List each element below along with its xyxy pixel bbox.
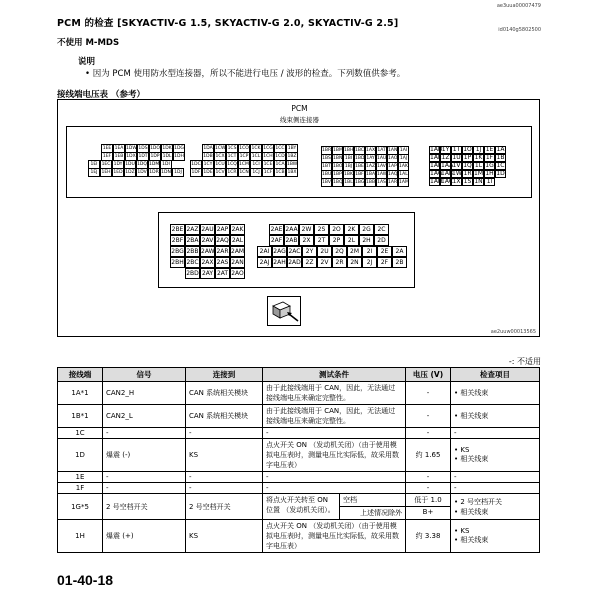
cell-cond: [263, 494, 406, 520]
pin-2av: 2AV: [201, 237, 214, 244]
pin-1cy: 1CY: [203, 162, 213, 167]
cell-conn: -: [186, 428, 263, 439]
pin-1k: 1K: [474, 154, 483, 161]
cell-cond: 由于此接线端用于 CAN，因此，无法通过接线端电压来确定完整性。: [263, 405, 406, 428]
pin-2ay: 2AY: [201, 270, 214, 277]
pin-1e: 1E: [485, 146, 494, 153]
pin-1cq: 1CQ: [227, 162, 237, 167]
pin-1d: 1D: [496, 170, 505, 177]
section-heading: 接线端电压表 （参考）: [57, 90, 145, 100]
pin-2w: 2W: [299, 224, 314, 235]
pin-1ax: 1AX: [366, 148, 376, 153]
pin-2u: 2U: [317, 246, 332, 257]
pin-1bz: 1BZ: [287, 154, 297, 159]
pin-2au: 2AU: [201, 226, 214, 233]
cell-check: -: [451, 428, 540, 439]
cell-term: 1A*1: [58, 382, 103, 405]
pin-2al: 2AL: [231, 237, 244, 244]
col-connected-to: 连接到: [186, 368, 263, 382]
pin-2am: 2AM: [231, 248, 245, 255]
col-test-condition: 测试条件: [263, 368, 406, 382]
page-title: PCM 的检查 [SKYACTIV-G 1.5, SKYACTIV-G 2.0, SKYACTIV-G 2.5]: [57, 18, 399, 29]
pin-1bx: 1BX: [287, 170, 297, 175]
pin-1dy: 1DY: [113, 162, 123, 167]
pin-1dn: 1DN: [161, 170, 171, 175]
pin-2aq: 2AQ: [216, 237, 229, 244]
pin-1cj: 1CJ: [250, 168, 262, 177]
cell-signal: 爆震 (+): [103, 520, 186, 553]
pcm-label: PCM: [291, 104, 308, 113]
pin-2k: 2K: [344, 224, 359, 235]
pin-2f: 2F: [377, 257, 392, 268]
pin-1ar: 1AR: [388, 180, 398, 185]
cell-term: 1G*5: [58, 494, 103, 520]
cell-signal: -: [103, 472, 186, 483]
pin-2ah: 2AH: [273, 259, 286, 266]
cell-cond: -: [263, 483, 406, 494]
pin-1cd: 1CD: [275, 154, 285, 159]
pin-1ba: 1BA: [366, 172, 376, 177]
pin-1dt: 1DT: [138, 154, 148, 159]
pin-2ai: 2AI: [257, 246, 272, 257]
cell-term: 1D: [58, 439, 103, 472]
cell-term: 1H: [58, 520, 103, 553]
pin-1ed: 1ED: [113, 170, 123, 175]
pin-1am: 1AM: [399, 180, 409, 185]
pin-1bo: 1BO: [333, 164, 343, 169]
pin-1n: 1N: [474, 178, 483, 185]
col-inspection-item: 检查项目: [451, 368, 540, 382]
pin-1bh: 1BH: [344, 148, 354, 153]
pin-1s: 1S: [463, 178, 472, 185]
connector-label: 线束侧连接器: [280, 116, 319, 124]
pin-1db: 1DB: [203, 154, 213, 159]
cell-term: 1F: [58, 483, 103, 494]
pin-1ch: 1CH: [263, 154, 273, 159]
pin-1dh: 1DH: [174, 154, 184, 159]
cell-conn: -: [186, 472, 263, 483]
terminal-voltage-table: [57, 367, 540, 553]
pin-2c: 2C: [374, 224, 389, 235]
pin-1be: 1BE: [355, 164, 364, 169]
pin-1bi: 1BI: [344, 156, 353, 161]
pin-1au: 1AU: [377, 156, 387, 161]
pin-2ak: 2AK: [231, 226, 244, 233]
cell-volt: 约 1.65: [406, 439, 451, 472]
pin-1ci: 1CI: [250, 160, 262, 169]
cell-volt: -: [406, 428, 451, 439]
pin-1br: 1BR: [322, 148, 332, 153]
pin-1dk: 1DK: [162, 146, 172, 151]
pin-2l: 2L: [344, 235, 359, 246]
pin-1ej: 1EJ: [88, 168, 100, 177]
cell-signal: 爆震 (-): [103, 439, 186, 472]
pin-1cs: 1CS: [227, 146, 237, 151]
pin-1bw: 1BW: [287, 162, 298, 167]
pin-2j: 2J: [362, 257, 377, 268]
pin-1cu: 1CU: [215, 162, 225, 167]
pin-2p: 2P: [329, 235, 344, 246]
pin-1dq: 1DQ: [137, 162, 147, 167]
pin-1cg: 1CG: [263, 146, 273, 151]
pin-1an: 1AN: [388, 148, 398, 153]
pin-1i: 1I: [484, 178, 495, 186]
pin-1du: 1DU: [125, 162, 135, 167]
cell-signal: CAN2_L: [103, 405, 186, 428]
pin-1al: 1AL: [399, 172, 408, 177]
pin-1ca: 1CA: [275, 162, 285, 167]
table-row: [58, 428, 540, 439]
pin-1eh: 1EH: [101, 170, 111, 175]
pin-1da: 1DA: [203, 146, 213, 151]
table-row: [58, 382, 540, 405]
pin-1cb: 1CB: [275, 170, 285, 175]
cell-check: -: [451, 483, 540, 494]
doc-code-top: ae3uua00007479: [496, 3, 541, 9]
page-subtitle: 不使用 M-MDS: [57, 38, 120, 48]
pin-2af: 2AF: [270, 237, 283, 244]
pin-1dx: 1DX: [126, 154, 136, 159]
cell-conn: -: [186, 483, 263, 494]
pin-1cl: 1CL: [251, 154, 261, 159]
pin-1b: 1B: [496, 154, 505, 161]
cell-check: • 相关线束: [451, 405, 540, 428]
pin-2i: 2I: [362, 246, 377, 257]
pin-1cx: 1CX: [215, 154, 225, 159]
pin-1ao: 1AO: [388, 156, 398, 161]
pin-2aa: 2AA: [285, 226, 298, 233]
cell-signal: CAN2_H: [103, 382, 186, 405]
pin-2ad: 2AD: [288, 259, 301, 266]
cell-check: • KS • 相关线束: [451, 439, 540, 472]
pin-1ak: 1AK: [399, 164, 408, 169]
connector-diagram: [57, 99, 540, 337]
pin-1df: 1DF: [191, 170, 201, 175]
pin-2bh: 2BH: [171, 259, 184, 266]
pin-1bf: 1BF: [355, 172, 364, 177]
pin-1dc: 1DC: [191, 162, 201, 167]
pin-1eb: 1EB: [114, 154, 124, 159]
pin-1bt: 1BT: [322, 164, 331, 169]
cell-cond: 点火开关 ON （发动机关闭）（由于使用模拟电压表时，测量电压比实际低，故采用数字电压表）: [263, 439, 406, 472]
pin-1j: 1J: [473, 146, 484, 154]
pin-2ab: 2AB: [285, 237, 298, 244]
col-terminal: 接线端: [58, 368, 103, 382]
pin-1z: 1Z: [441, 154, 450, 161]
pin-1cp: 1CP: [239, 154, 249, 159]
cell-volt: [406, 494, 451, 520]
cell-term: 1B*1: [58, 405, 103, 428]
pin-1cv: 1CV: [215, 170, 225, 175]
pin-1bj: 1BJ: [344, 164, 353, 169]
pin-1ai: 1AI: [399, 148, 408, 153]
pin-1ae: 1AE: [430, 154, 442, 161]
pin-2at: 2AT: [216, 270, 229, 277]
pin-1cr: 1CR: [227, 170, 237, 175]
pin-1a: 1A: [496, 146, 505, 153]
pin-1bg: 1BG: [355, 180, 365, 185]
pin-2ao: 2AO: [231, 270, 244, 277]
pin-2bf: 2BF: [171, 237, 184, 244]
col-signal: 信号: [103, 368, 186, 382]
pin-1t: 1T: [452, 146, 461, 153]
cell-cond: -: [263, 472, 406, 483]
pin-2r: 2R: [332, 257, 347, 268]
pin-2bd: 2BD: [186, 270, 199, 277]
pin-2e: 2E: [377, 246, 392, 257]
pin-1co: 1CO: [239, 146, 249, 151]
pin-2ag: 2AG: [273, 248, 286, 255]
cell-volt: -: [406, 382, 451, 405]
pin-1ad: 1AD: [430, 146, 443, 153]
pin-1bc: 1BC: [355, 148, 365, 153]
col-voltage: 电压 (V): [406, 368, 451, 382]
pin-1v: 1V: [452, 162, 461, 169]
pin-1cc: 1CC: [275, 146, 285, 151]
cell-term: 1C: [58, 428, 103, 439]
pin-1u: 1U: [452, 154, 461, 161]
pin-2ar: 2AR: [216, 248, 229, 255]
pin-1cf: 1CF: [263, 170, 273, 175]
pin-1ei: 1EI: [88, 160, 100, 169]
pin-1do: 1DO: [150, 146, 160, 151]
connector-symbol-icon: [267, 296, 301, 326]
table-header-row: [58, 368, 540, 382]
volt-b: B+: [422, 508, 434, 516]
pin-1ap: 1AP: [388, 164, 397, 169]
pin-1bp: 1BP: [333, 172, 342, 177]
pin-1bs: 1BS: [322, 156, 331, 161]
pin-1dz: 1DZ: [125, 170, 135, 175]
pin-1bn: 1BN: [333, 156, 343, 161]
pin-1ea: 1EA: [114, 146, 124, 151]
cond-a: 空档: [340, 494, 405, 507]
pin-2ae: 2AE: [270, 226, 283, 233]
pin-2z: 2Z: [302, 257, 317, 268]
pin-1m: 1M: [474, 170, 483, 177]
pin-1dw: 1DW: [126, 146, 137, 151]
pin-1ct: 1CT: [227, 154, 237, 159]
cell-check: • 2 号空档开关 • 相关线束: [451, 494, 540, 520]
pin-1de: 1DE: [203, 170, 213, 175]
cell-term: 1E: [58, 472, 103, 483]
table-row: [58, 494, 540, 520]
pin-2t: 2T: [314, 235, 329, 246]
cell-volt: 约 3.38: [406, 520, 451, 553]
pin-2h: 2H: [359, 235, 374, 246]
cell-signal: 2 号空档开关: [103, 494, 186, 520]
pin-1ds: 1DS: [138, 146, 148, 151]
cell-conn: 2 号空档开关: [186, 494, 263, 520]
page-number: 01-40-18: [57, 572, 114, 588]
note-text: • 因为 PCM 使用防水型连接器，所以不能进行电压 / 波形的检查。下列数值供参考。: [85, 69, 406, 79]
note-heading: 说明: [78, 57, 96, 67]
table-row: [58, 405, 540, 428]
cell-check: • 相关线束: [451, 382, 540, 405]
pin-1bl: 1BL: [344, 180, 353, 185]
pin-2v: 2V: [317, 257, 332, 268]
volt-a: 低于 1.0: [406, 494, 450, 507]
pin-1bd: 1BD: [355, 156, 365, 161]
pin-2x: 2X: [299, 235, 314, 246]
pin-2m: 2M: [347, 246, 362, 257]
pin-1ce: 1CE: [263, 162, 273, 167]
pin-1bu: 1BU: [322, 172, 332, 177]
cell-cond: 由于此接线端用于 CAN，因此，无法通过接线端电压来确定完整性。: [263, 382, 406, 405]
pin-2n: 2N: [347, 257, 362, 268]
pin-1az: 1AZ: [366, 164, 376, 169]
pin-1o: 1O: [463, 146, 472, 153]
pin-2be: 2BE: [171, 226, 184, 233]
pin-2g: 2G: [359, 224, 374, 235]
pin-1c: 1C: [496, 162, 505, 169]
pin-1f: 1F: [485, 154, 494, 161]
pin-1aj: 1AJ: [399, 156, 408, 161]
pin-1as: 1AS: [377, 180, 386, 185]
table-row: [58, 472, 540, 483]
pin-1aw: 1AW: [377, 172, 388, 177]
pin-1aa: 1AA: [441, 162, 454, 169]
cell-volt: -: [406, 483, 451, 494]
pin-1av: 1AV: [377, 164, 386, 169]
pin-1cm: 1CM: [239, 162, 249, 167]
table-row: [58, 483, 540, 494]
pin-1dm: 1DM: [149, 162, 160, 167]
pin-1ag: 1AG: [430, 170, 443, 177]
pin-1ay: 1AY: [366, 156, 375, 161]
pin-1ab: 1AB: [441, 170, 454, 177]
pin-2d: 2D: [374, 235, 389, 246]
pin-1dp: 1DP: [150, 154, 160, 159]
pin-2a: 2A: [392, 246, 407, 257]
pin-2ap: 2AP: [216, 226, 229, 233]
pin-2ax: 2AX: [201, 259, 214, 266]
pin-2ac: 2AC: [288, 248, 301, 255]
pin-1dr: 1DR: [149, 170, 159, 175]
table-row: [58, 520, 540, 553]
pin-1bk: 1BK: [344, 172, 353, 177]
cell-cond: -: [263, 428, 406, 439]
cond-b: 上述情况除外: [360, 509, 402, 517]
pin-1cn: 1CN: [239, 170, 249, 175]
pin-1ck: 1CK: [251, 146, 261, 151]
pin-1di: 1DI: [160, 160, 172, 169]
cell-cond: 点火开关 ON （发动机关闭）（由于使用模拟电压表时，测量电压比实际低，故采用数字电压表）: [263, 520, 406, 553]
pin-1x: 1X: [452, 178, 461, 185]
pin-1dl: 1DL: [162, 154, 172, 159]
pin-2as: 2AS: [216, 259, 229, 266]
pin-1ef: 1EF: [102, 154, 112, 159]
pin-2aw: 2AW: [201, 248, 215, 255]
pin-2ba: 2BA: [186, 237, 199, 244]
pin-1q: 1Q: [463, 162, 472, 169]
pin-1ah: 1AH: [430, 178, 443, 185]
pin-2s: 2S: [314, 224, 329, 235]
diagram-code: ae2uuw00013565: [490, 329, 536, 335]
cell-volt: -: [406, 405, 451, 428]
pin-2o: 2O: [329, 224, 344, 235]
pin-1ee: 1EE: [102, 146, 112, 151]
pin-1bv: 1BV: [322, 180, 331, 185]
doc-code-right: id0140g5802500: [498, 27, 541, 33]
cell-conn: KS: [186, 520, 263, 553]
pin-2az: 2AZ: [186, 226, 199, 233]
pin-2bb: 2BB: [186, 248, 199, 255]
pin-1bm: 1BM: [333, 148, 343, 153]
pin-1r: 1R: [463, 170, 472, 177]
pin-2aj: 2AJ: [257, 257, 272, 268]
pin-1aq: 1AQ: [388, 172, 398, 177]
pin-1p: 1P: [463, 154, 472, 161]
pin-1cw: 1CW: [215, 146, 226, 151]
pin-1dv: 1DV: [137, 170, 147, 175]
legend: -: 不适用: [508, 357, 541, 366]
pin-1at: 1AT: [377, 148, 386, 153]
pin-1by: 1BY: [287, 146, 297, 151]
pin-1dg: 1DG: [174, 146, 184, 151]
cell-signal: -: [103, 428, 186, 439]
pin-1dj: 1DJ: [172, 168, 184, 177]
pin-1y: 1Y: [441, 146, 450, 153]
pin-1bb: 1BB: [366, 180, 376, 185]
pin-1af: 1AF: [430, 162, 442, 169]
cell-conn: CAN 系统相关模块: [186, 405, 263, 428]
pin-1w: 1W: [452, 170, 462, 177]
pin-1h: 1H: [485, 170, 494, 177]
pin-2bg: 2BG: [171, 248, 184, 255]
pin-1ac: 1AC: [441, 178, 454, 185]
pin-2q: 2Q: [332, 246, 347, 257]
cell-check: -: [451, 472, 540, 483]
cell-volt: -: [406, 472, 451, 483]
cell-conn: CAN 系统相关模块: [186, 382, 263, 405]
pin-1ec: 1EC: [101, 162, 111, 167]
pin-1g: 1G: [485, 162, 494, 169]
cond-main: 将点火开关转至 ON 位置 （发动机关闭）。: [263, 494, 340, 519]
pin-2bc: 2BC: [186, 259, 199, 266]
pin-2b: 2B: [392, 257, 407, 268]
cell-check: • KS • 相关线束: [451, 520, 540, 553]
pin-1l: 1L: [474, 162, 483, 169]
table-row: [58, 439, 540, 472]
pin-2an: 2AN: [231, 259, 244, 266]
pin-2y: 2Y: [302, 246, 317, 257]
pin-1bq: 1BQ: [333, 180, 343, 185]
cell-signal: -: [103, 483, 186, 494]
cell-conn: KS: [186, 439, 263, 472]
